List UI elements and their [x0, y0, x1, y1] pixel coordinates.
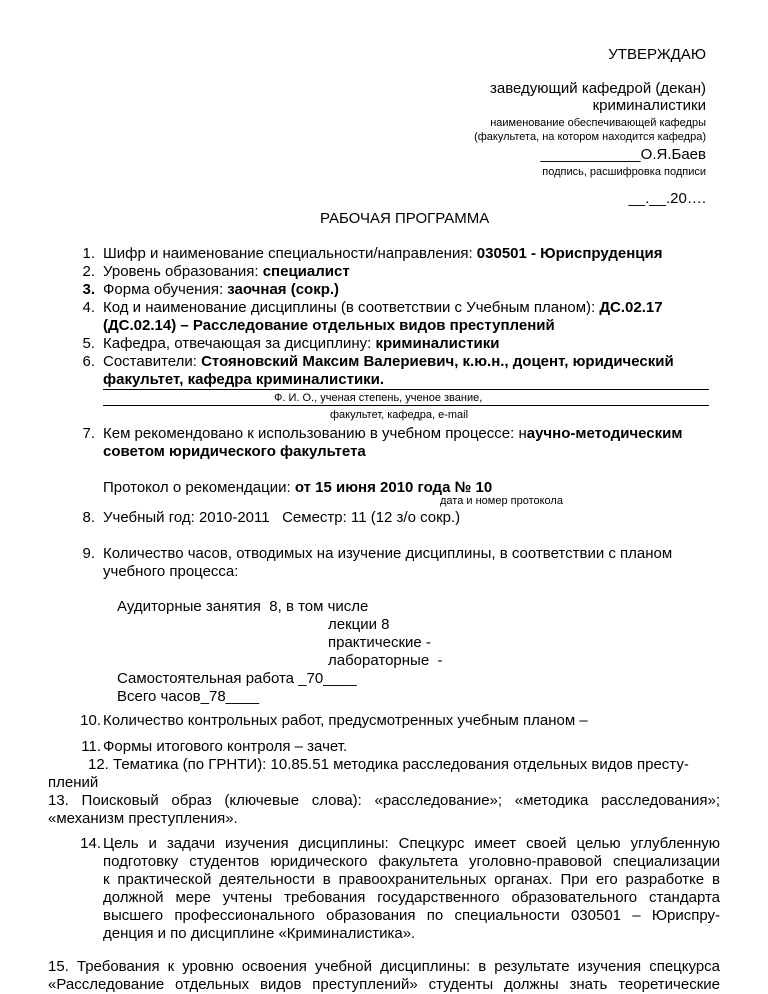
caption: Ф. И. О., ученая степень, ученое звание, [274, 392, 483, 404]
approve-title: УТВЕРЖДАЮ [608, 46, 706, 63]
approve-caption-line1: наименование обеспечивающей кафедры [490, 117, 706, 129]
caption: дата и номер протокола [440, 495, 563, 507]
document-title: РАБОЧАЯ ПРОГРАММА [320, 210, 490, 227]
approve-position-line2: криминалистики [592, 97, 706, 114]
approve-signature: ____________О.Я.Баев [540, 146, 706, 163]
divider [103, 405, 709, 406]
divider [103, 389, 709, 390]
approve-caption-line2: (факультета, на котором находится кафедра) [474, 131, 706, 143]
caption: факультет, кафедра, e-mail [330, 409, 469, 421]
approve-date: __.__.20…. [628, 190, 706, 207]
approve-position-line1: заведующий кафедрой (декан) [490, 80, 706, 97]
approve-signature-caption: подпись, расшифровка подписи [542, 166, 706, 178]
